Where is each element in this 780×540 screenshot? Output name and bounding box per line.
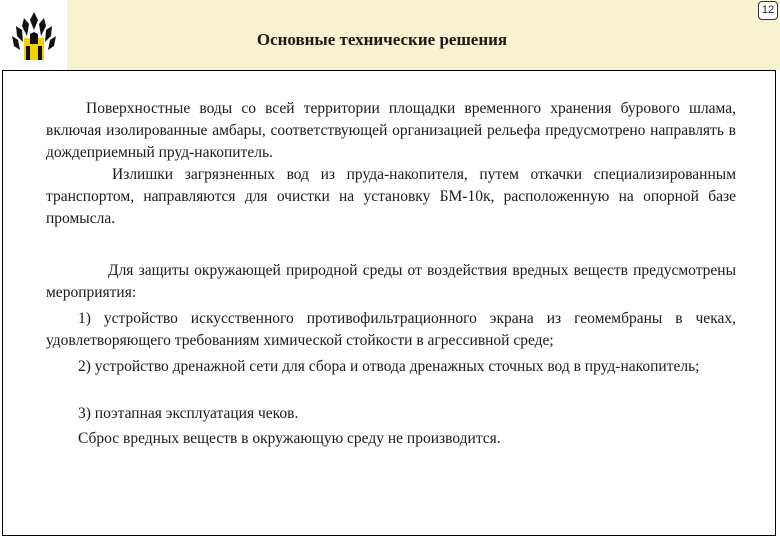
list-item-staged-operation: 3) поэтапная эксплуатация чеков. xyxy=(78,405,299,422)
paragraph-surface-water: Поверхностные воды со всей территории площадки временного хранения бурового шлама, включая изолированные амбары, соответствующей организацией рельефа предусмотрено направлять в дождеприемный пруд-накопитель. xyxy=(46,100,736,161)
paragraph-excess-water: Излишки загрязненных вод из пруда-накопителя, путем откачки специализированным транспортом, направляются для очистки на установку БМ-10к, расположенную на опорной базе промысла. xyxy=(46,166,736,227)
list-item-drainage: 2) устройство дренажной сети для сбора и отвода дренажных сточных вод в пруд-накопитель; xyxy=(78,358,700,375)
list-item-geomembrane: 1) устройство искусственного противофильтрационного экрана из геомембраны в чеках, удовлетворяющего требованиям химической стойкости в агрессивной среде; xyxy=(46,310,736,349)
paragraph-protection-intro: Для защиты окружающей природной среды от воздействия вредных веществ предусмотрены мероприятия: xyxy=(46,262,736,301)
content-frame xyxy=(2,70,776,536)
slide-title: Основные технические решения xyxy=(256,30,508,49)
logo-area xyxy=(0,0,67,70)
company-logo-icon xyxy=(10,10,58,60)
slide-header xyxy=(0,0,780,70)
paragraph-no-discharge: Сброс вредных веществ в окружающую среду не производится. xyxy=(78,430,501,447)
page-number: 12 xyxy=(758,1,778,20)
